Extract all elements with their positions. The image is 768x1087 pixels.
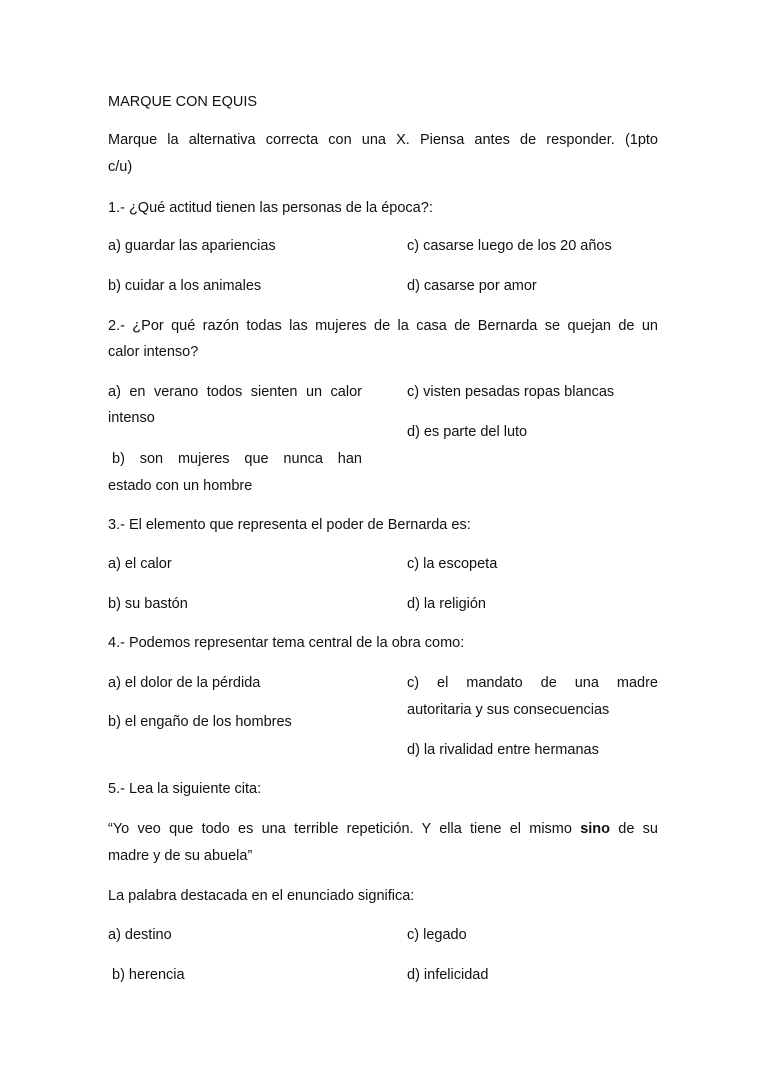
q5-option-b: b) herencia bbox=[112, 967, 185, 983]
q5-option-a: a) destino bbox=[108, 927, 172, 943]
q1-option-a: a) guardar las apariencias bbox=[108, 238, 276, 254]
q4-option-c-line-2: autoritaria y sus consecuencias bbox=[407, 702, 610, 718]
q5-quote-end: de su bbox=[618, 821, 658, 837]
q3-option-b: b) su bastón bbox=[108, 596, 188, 612]
question-1: 1.- ¿Qué actitud tienen las personas de la época?: bbox=[108, 200, 433, 216]
q3-option-d: d) la religión bbox=[407, 596, 486, 612]
q2-option-b-line-2: estado con un hombre bbox=[108, 478, 253, 494]
q5-prompt: La palabra destacada en el enunciado significa: bbox=[108, 888, 415, 904]
q5-quote-line-2: madre y de su abuela” bbox=[108, 848, 253, 864]
instructions-line-1: Marque la alternativa correcta con una X. Piensa antes de responder. (1pto bbox=[108, 132, 658, 148]
q2-option-a-line-1: a) en verano todos sienten un calor bbox=[108, 384, 362, 400]
q4-option-b: b) el engaño de los hombres bbox=[108, 714, 292, 730]
question-2-line-1: 2.- ¿Por qué razón todas las mujeres de la casa de Bernarda se quejan de un bbox=[108, 318, 658, 334]
instructions-line-2: c/u) bbox=[108, 159, 133, 175]
q5-option-d: d) infelicidad bbox=[407, 967, 489, 983]
q5-quote-start: “Yo veo que todo es una terrible repetición. Y ella tiene el mismo bbox=[108, 821, 572, 837]
q4-option-a: a) el dolor de la pérdida bbox=[108, 675, 261, 691]
q2-option-a-line-2: intenso bbox=[108, 410, 155, 426]
question-5: 5.- Lea la siguiente cita: bbox=[108, 781, 262, 797]
q2-option-d: d) es parte del luto bbox=[407, 424, 528, 440]
q1-option-d: d) casarse por amor bbox=[407, 278, 537, 294]
q1-option-b: b) cuidar a los animales bbox=[108, 278, 262, 294]
highlighted-word: sino bbox=[580, 821, 611, 837]
q4-option-c-line-1: c) el mandato de una madre bbox=[407, 675, 658, 691]
q1-option-c: c) casarse luego de los 20 años bbox=[407, 238, 612, 254]
document-title: MARQUE CON EQUIS bbox=[108, 94, 258, 110]
q2-option-b-line-1: b) son mujeres que nunca han bbox=[112, 451, 362, 467]
q5-quote-line-1 bbox=[108, 822, 658, 837]
question-2-line-2: calor intenso? bbox=[108, 344, 199, 360]
q5-option-c: c) legado bbox=[407, 927, 467, 943]
question-3: 3.- El elemento que representa el poder de Bernarda es: bbox=[108, 517, 471, 533]
question-4: 4.- Podemos representar tema central de la obra como: bbox=[108, 635, 465, 651]
q3-option-c: c) la escopeta bbox=[407, 556, 498, 572]
q3-option-a: a) el calor bbox=[108, 556, 172, 572]
q2-option-c: c) visten pesadas ropas blancas bbox=[407, 384, 615, 400]
q4-option-d: d) la rivalidad entre hermanas bbox=[407, 742, 599, 758]
